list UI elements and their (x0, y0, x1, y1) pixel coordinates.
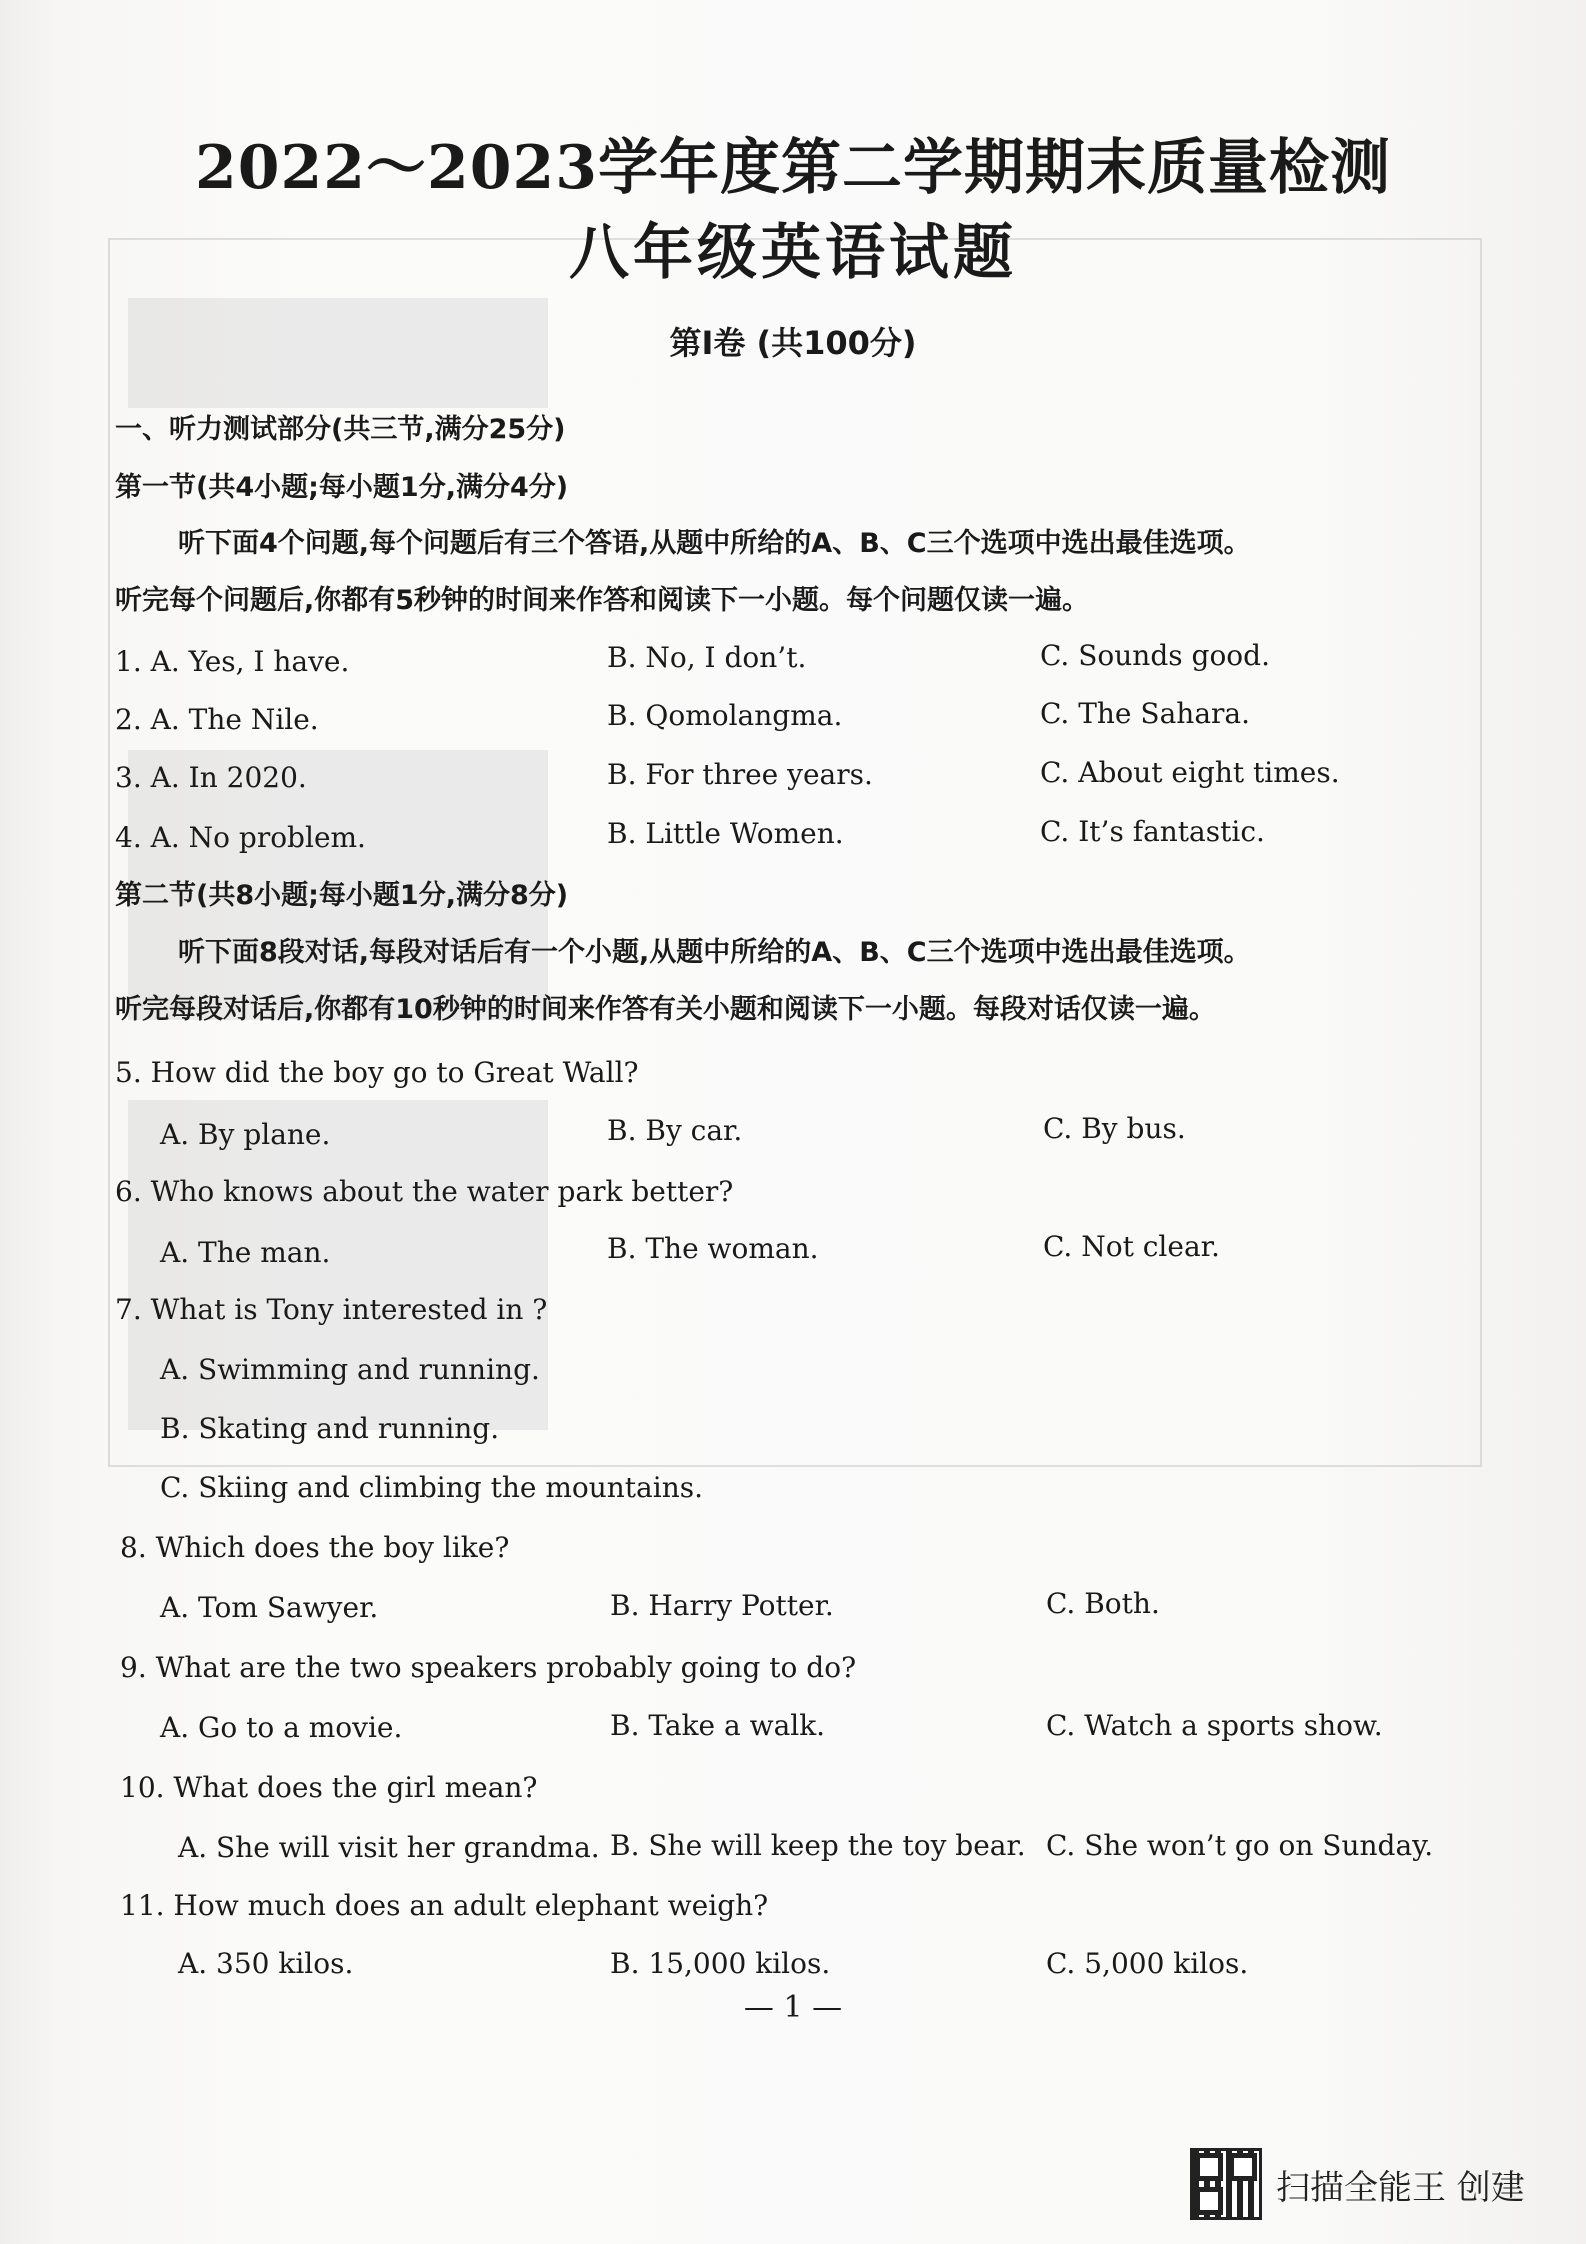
q9-option-a: A. Go to a movie. (160, 1711, 403, 1744)
q10-option-c: C. She won’t go on Sunday. (1046, 1829, 1434, 1862)
exam-title: 2022～2023学年度第二学期期末质量检测 (195, 133, 1391, 203)
q11-option-a: A. 350 kilos. (178, 1947, 354, 1980)
q8-stem: 8. Which does the boy like? (120, 1531, 510, 1564)
q10-option-a: A. She will visit her grandma. (178, 1831, 600, 1864)
section1-heading: 第一节(共4小题;每小题1分,满分4分) (115, 472, 569, 503)
section-heading: 一、听力测试部分(共三节,满分25分) (115, 414, 566, 445)
q4-option-a: 4. A. No problem. (115, 821, 366, 854)
page-number: — 1 — (743, 1990, 843, 2025)
scanner-watermark (1190, 2148, 1525, 2220)
section2-heading: 第二节(共8小题;每小题1分,满分8分) (115, 880, 569, 911)
part-title: 第Ⅰ卷 (共100分) (669, 324, 917, 362)
exam-subtitle: 八年级英语试题 (569, 218, 1017, 288)
q10-stem: 10. What does the girl mean? (120, 1771, 538, 1804)
q5-option-a: A. By plane. (160, 1118, 331, 1151)
q6-option-a: A. The man. (160, 1236, 331, 1269)
q2-option-b: B. Qomolangma. (607, 699, 843, 732)
q9-stem: 9. What are the two speakers probably going to do? (120, 1651, 857, 1684)
q3-option-b: B. For three years. (607, 758, 873, 791)
q3-option-c: C. About eight times. (1040, 756, 1340, 789)
q7-stem: 7. What is Tony interested in ? (115, 1293, 548, 1326)
q1-option-c: C. Sounds good. (1040, 639, 1270, 672)
qr-code-icon (1190, 2148, 1262, 2220)
q7-option-a: A. Swimming and running. (160, 1353, 540, 1386)
q6-stem: 6. Who knows about the water park better? (115, 1175, 734, 1208)
scanner-label: 扫描全能王 创建 (1276, 2167, 1525, 2208)
q11-stem: 11. How much does an adult elephant weigh? (120, 1889, 769, 1922)
section1-instruction-1: 听下面4个问题,每个问题后有三个答语,从题中所给的A、B、C三个选项中选出最佳选项。 (178, 528, 1251, 559)
q11-option-c: C. 5,000 kilos. (1046, 1947, 1249, 1980)
q7-option-c: C. Skiing and climbing the mountains. (160, 1471, 704, 1504)
q1-option-b: B. No, I don’t. (607, 641, 807, 674)
q4-option-b: B. Little Women. (607, 817, 844, 850)
q10-option-b: B. She will keep the toy bear. (610, 1829, 1026, 1862)
q8-option-c: C. Both. (1046, 1587, 1160, 1620)
q1-option-a: 1. A. Yes, I have. (115, 645, 350, 678)
q5-stem: 5. How did the boy go to Great Wall? (115, 1056, 639, 1089)
q6-option-b: B. The woman. (607, 1232, 819, 1265)
q4-option-c: C. It’s fantastic. (1040, 815, 1265, 848)
q5-option-c: C. By bus. (1043, 1112, 1186, 1145)
q9-option-c: C. Watch a sports show. (1046, 1709, 1383, 1742)
section2-instruction-1: 听下面8段对话,每段对话后有一个小题,从题中所给的A、B、C三个选项中选出最佳选项。 (178, 937, 1251, 968)
q11-option-b: B. 15,000 kilos. (610, 1947, 831, 1980)
q7-option-b: B. Skating and running. (160, 1412, 500, 1445)
q8-option-b: B. Harry Potter. (610, 1589, 834, 1622)
q2-option-c: C. The Sahara. (1040, 697, 1250, 730)
section2-instruction-2: 听完每段对话后,你都有10秒钟的时间来作答有关小题和阅读下一小题。每段对话仅读一遍。 (115, 994, 1216, 1025)
q9-option-b: B. Take a walk. (610, 1709, 826, 1742)
q6-option-c: C. Not clear. (1043, 1230, 1220, 1263)
q5-option-b: B. By car. (607, 1114, 743, 1147)
q3-option-a: 3. A. In 2020. (115, 761, 307, 794)
q8-option-a: A. Tom Sawyer. (160, 1591, 379, 1624)
q2-option-a: 2. A. The Nile. (115, 703, 319, 736)
section1-instruction-2: 听完每个问题后,你都有5秒钟的时间来作答和阅读下一小题。每个问题仅读一遍。 (115, 585, 1090, 616)
